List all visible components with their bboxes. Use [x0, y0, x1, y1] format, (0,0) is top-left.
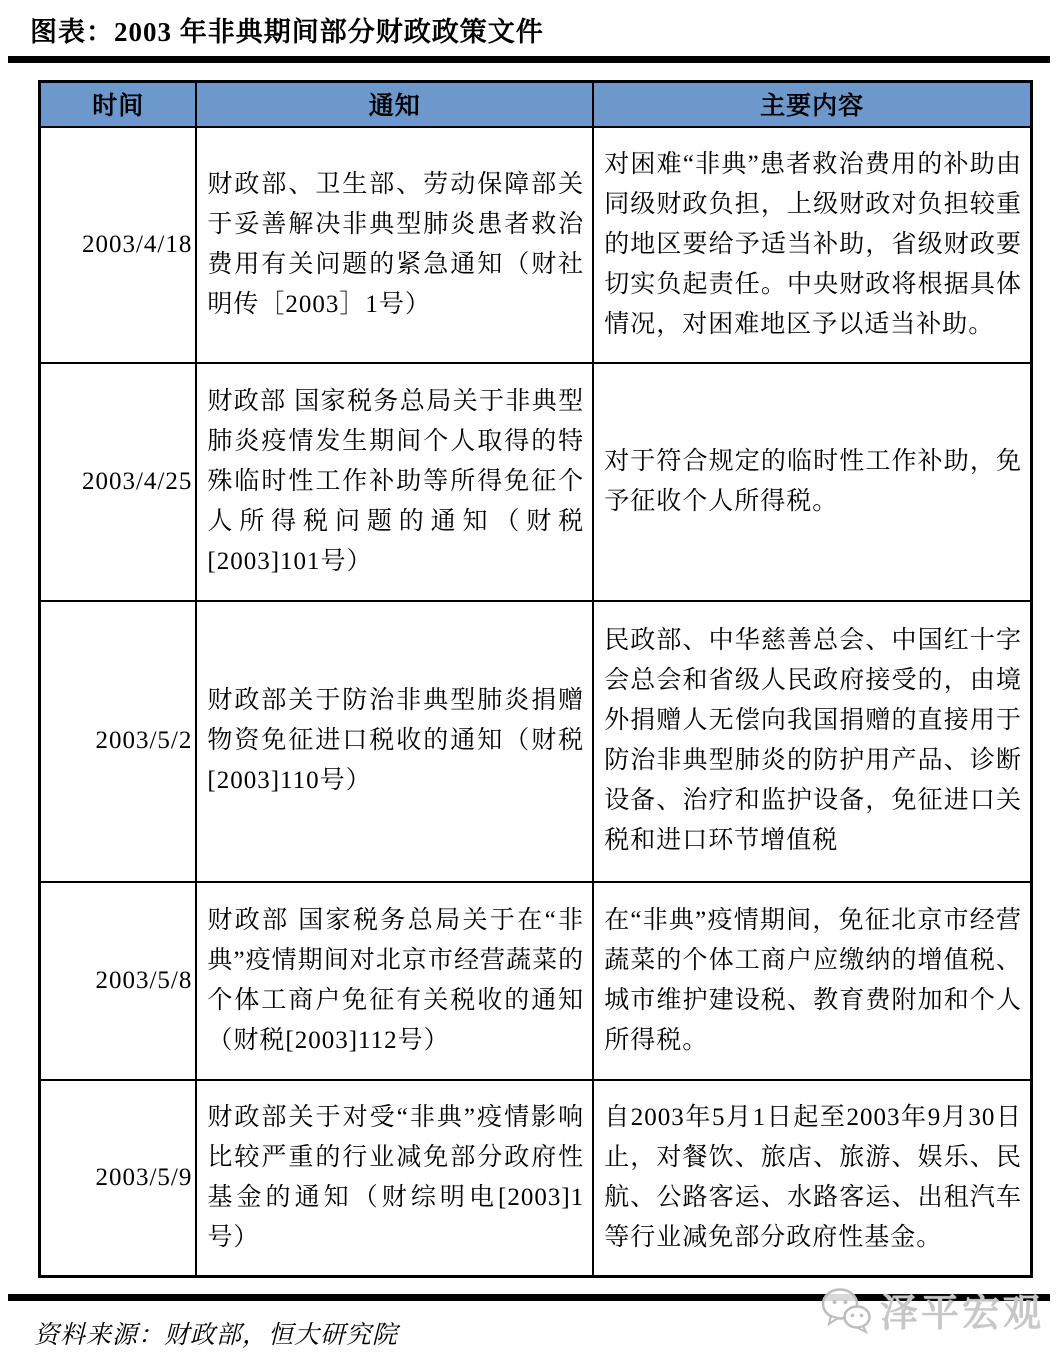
date-cell: 2003/5/9 — [40, 1080, 197, 1277]
date-cell: 2003/5/2 — [40, 601, 197, 882]
content-cell: 在“非典”疫情期间，免征北京市经营蔬菜的个体工商户应缴纳的增值税、城市维护建设税、教育费附加和个人所得税。 — [593, 882, 1031, 1080]
date-cell: 2003/4/18 — [40, 127, 197, 363]
source-note: 资料来源：财政部，恒大研究院 — [34, 1322, 399, 1349]
notice-cell: 财政部 国家税务总局关于在“非典”疫情期间对北京市经营蔬菜的个体工商户免征有关税收的通知（财税[2003]112号） — [196, 882, 593, 1080]
policy-table — [38, 80, 1033, 1278]
table-header-row — [40, 82, 1032, 127]
bottom-divider — [8, 1294, 1050, 1301]
notice-cell: 财政部关于对受“非典”疫情影响比较严重的行业减免部分政府性基金的通知（财综明电[2003]1号） — [196, 1080, 593, 1277]
notice-cell: 财政部关于防治非典型肺炎捐赠物资免征进口税收的通知（财税[2003]110号） — [196, 601, 593, 882]
content-cell: 对困难“非典”患者救治费用的补助由同级财政负担，上级财政对负担较重的地区要给予适当补助，省级财政要切实负起责任。中央财政将根据具体情况，对困难地区予以适当补助。 — [593, 127, 1031, 363]
table-row — [40, 127, 1032, 363]
watermark-label: 泽平宏观 — [879, 1293, 1044, 1335]
table-row — [40, 1080, 1032, 1277]
table-body — [40, 127, 1032, 1277]
table-row — [40, 363, 1032, 601]
table-row — [40, 882, 1032, 1080]
notice-cell: 财政部、卫生部、劳动保障部关于妥善解决非典型肺炎患者救治费用有关问题的紧急通知（财社明传［2003］1号） — [196, 127, 593, 363]
content-cell: 民政部、中华慈善总会、中国红十字会总会和省级人民政府接受的，由境外捐赠人无偿向我国捐赠的直接用于防治非典型肺炎的防护用产品、诊断设备、治疗和监护设备，免征进口关税和进口环节增值税 — [593, 601, 1031, 882]
content-cell: 对于符合规定的临时性工作补助，免予征收个人所得税。 — [593, 363, 1031, 601]
top-divider — [8, 56, 1050, 63]
page-title: 图表：2003 年非典期间部分财政政策文件 — [30, 17, 544, 47]
notice-cell: 财政部 国家税务总局关于非典型肺炎疫情发生期间个人取得的特殊临时性工作补助等所得免征个人所得税问题的通知（财税[2003]101号） — [196, 363, 593, 601]
table-row — [40, 601, 1032, 882]
header-notice: 通知 — [196, 82, 593, 127]
date-cell: 2003/4/25 — [40, 363, 197, 601]
header-time: 时间 — [40, 82, 197, 127]
header-main-content: 主要内容 — [593, 82, 1031, 127]
date-cell: 2003/5/8 — [40, 882, 197, 1080]
content-cell: 自2003年5月1日起至2003年9月30日止，对餐饮、旅店、旅游、娱乐、民航、公路客运、水路客运、出租汽车等行业减免部分政府性基金。 — [593, 1080, 1031, 1277]
